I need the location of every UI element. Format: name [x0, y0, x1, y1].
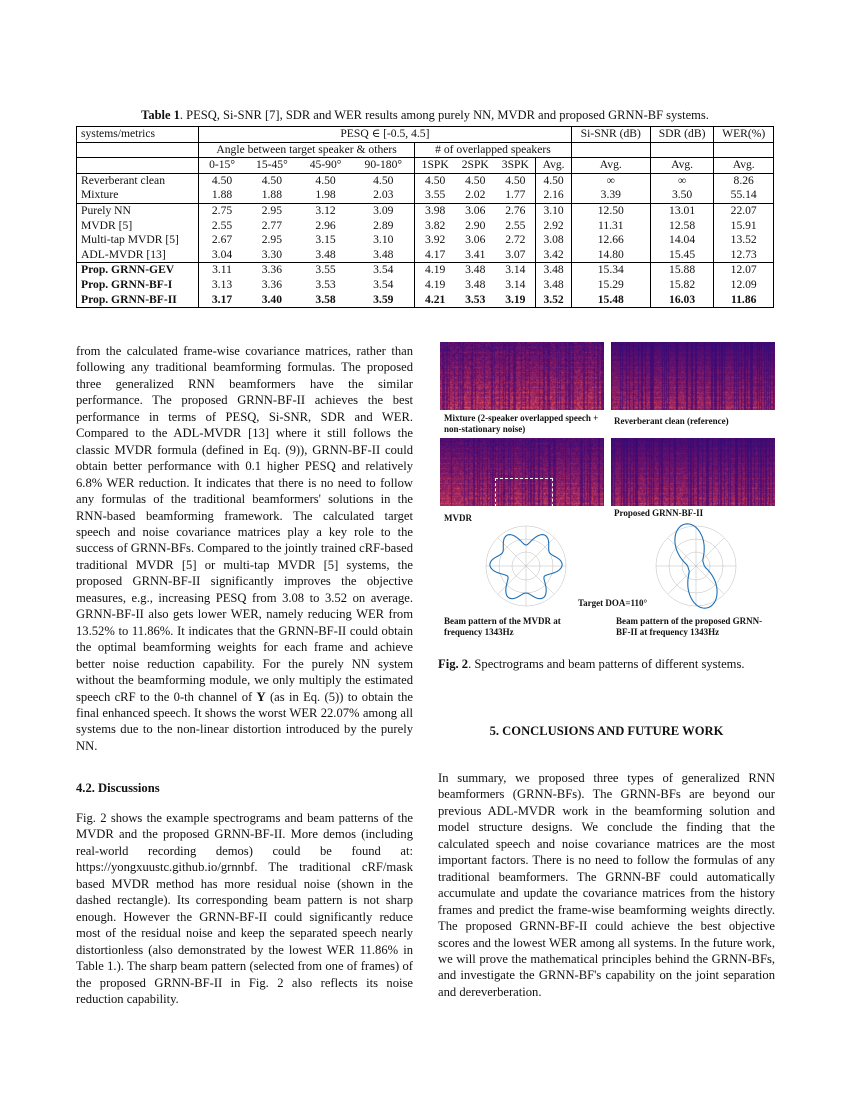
left-p1-text: from the calculated frame-wise covariance matrices, rather than following any traditional beamforming formulas. The proposed three generalized RNN beamformers have the similar performance. The proposed GRNN-BF-II achieves the best performance in terms of PESQ, Si-SNR, SDR and WER. Compared to the ADL-MVDR [13] where it still follows the classic MVDR formula (defined in Eq. (9)), GRNN-BF-II could obtain better performance with 0.1 higher PESQ and relatively 6.8% WER reduction. It indicates that there is no need to follow any formulas of the traditional beamformers' solutions in the RNN-based beamforming framework. The calculated target speech and noise covariance matrices play a key role to the success of GRNN-BFs. Compared to the jointly trained cRF-based traditional MVDR [5] or multi-tap MVDR [5] systems, the proposed GRNN-BF-II significantly improves the objective measures, e.g., increasing PESQ from 3.08 to 3.52 on average. GRNN-BF-II also gets lower WER, namely reducing WER from 13.52% to 11.86%. It indicates that the GRNN-BF-II could obtain the optimal beamforming weights for each frame and achieve better noise reduction capability. For the purely NN system without the beamforming module, we only multiply the estimated speech cRF to the 0-th channel of: [76, 344, 413, 704]
spectrogram-mixture: [440, 342, 604, 410]
table-cell: 11.31: [571, 219, 650, 234]
table-cell: 3.55: [299, 263, 353, 278]
table-cell: 3.48: [536, 278, 571, 293]
table-cell: 2.16: [536, 188, 571, 203]
table-cell: 22.07: [714, 203, 774, 218]
table-cell: 12.09: [730, 277, 757, 291]
table-cell: 3.19: [495, 293, 536, 308]
table-cell: 3.98: [415, 203, 456, 218]
subheader-row: [77, 158, 774, 174]
spectrogram-grnn: [611, 438, 775, 506]
table-cell: 3.48: [315, 247, 336, 261]
table-cell: 3.53: [315, 277, 336, 291]
table-cell: 4.50: [536, 173, 571, 188]
table-cell: 3.55: [425, 188, 446, 202]
sub-cell: Avg.: [714, 158, 774, 174]
table-cell: 3.17: [211, 292, 233, 306]
table-cell: 4.50: [465, 173, 486, 187]
row-label: Reverberant clean: [77, 173, 199, 188]
table-cell: 15.82: [650, 278, 714, 293]
row-label: Prop. GRNN-BF-II: [77, 293, 199, 308]
row-label: Prop. GRNN-BF-I: [77, 278, 199, 293]
table-row: [77, 278, 774, 293]
table-cell: 2.95: [261, 233, 283, 247]
label-reverberant: Reverberant clean (reference): [614, 416, 729, 426]
section-heading-conclusions: 5. CONCLUSIONS AND FUTURE WORK: [489, 724, 724, 738]
table-cell: 4.50: [211, 173, 233, 187]
table-cell: 3.11: [199, 263, 246, 278]
table-cell: 15.34: [571, 263, 650, 278]
header-angle: Angle between target speaker & others: [199, 142, 415, 158]
table-cell: 55.14: [730, 188, 757, 202]
table-cell: 3.54: [352, 263, 414, 278]
row-label: Mixture: [77, 188, 199, 203]
sub-cell: Avg.: [650, 158, 714, 174]
table-cell: 4.19: [415, 263, 456, 278]
spectrogram-reverberant: [611, 342, 775, 410]
table-cell: 13.01: [650, 203, 714, 218]
table-cell: 11.86: [730, 292, 757, 306]
table-cell: 2.02: [465, 188, 486, 202]
table-cell: 1.88: [211, 188, 233, 202]
table-cell: 3.39: [571, 188, 650, 203]
table-cell: 3.48: [352, 248, 414, 263]
header-systems: systems/metrics: [77, 127, 199, 143]
table-cell: 3.15: [315, 233, 336, 247]
table-cell: 3.92: [425, 233, 446, 247]
results-table: [76, 126, 774, 308]
header-pesq: PESQ ∈ [-0.5, 4.5]: [199, 127, 572, 143]
table-cell: 3.14: [495, 263, 536, 278]
table-cell: 2.03: [352, 188, 414, 203]
table-cell: 12.58: [650, 219, 714, 234]
table-cell: 3.58: [315, 292, 336, 306]
table-cell: 12.50: [571, 203, 650, 218]
header-sisnr: Si-SNR (dB): [571, 127, 650, 143]
sub-cell: 3SPK: [495, 158, 536, 174]
table-cell: 15.48: [571, 293, 650, 308]
table-caption-text: . PESQ, Si-SNR [7], SDR and WER results among purely NN, MVDR and proposed GRNN-BF systems.: [179, 108, 709, 122]
section-heading-discussions: 4.2. Discussions: [76, 781, 160, 795]
table-cell: 2.77: [261, 218, 283, 232]
table-cell: 2.89: [352, 219, 414, 234]
table-cell: 15.91: [730, 218, 757, 232]
sub-cell: 0-15°: [199, 158, 246, 174]
table-cell: 3.10: [536, 203, 571, 218]
table-cell: 8.26: [733, 173, 754, 187]
table-cell: 4.50: [425, 173, 446, 187]
table-cell: 3.36: [245, 263, 299, 278]
left-p1-bold: Y: [256, 689, 266, 704]
table-cell: 3.06: [455, 203, 495, 218]
label-mixture: Mixture (2-speaker overlapped speech + non-stationary noise): [444, 413, 599, 434]
table-cell: 4.50: [495, 173, 536, 188]
beam-pattern-mvdr: [478, 522, 574, 612]
table-cell: 2.76: [495, 203, 536, 218]
table-row: [77, 219, 774, 234]
header-wer: WER(%): [714, 127, 774, 143]
table-cell: 3.04: [211, 247, 233, 261]
table-cell: 3.12: [299, 203, 353, 218]
table-cell: 3.53: [465, 292, 486, 306]
figure-caption: [438, 657, 745, 672]
table-cell: 4.19: [425, 277, 446, 291]
table-cell: 2.95: [245, 203, 299, 218]
table-cell: 2.72: [495, 233, 536, 248]
table-cell: 12.07: [714, 263, 774, 278]
figure-caption-text: . Spectrograms and beam patterns of different systems.: [468, 657, 745, 671]
beam-pattern-grnn: [648, 520, 744, 612]
table-cell: 2.96: [315, 218, 336, 232]
label-target-doa: Target DOA=110°: [578, 598, 648, 608]
header-sdr: SDR (dB): [650, 127, 714, 143]
spectrogram-mvdr: [440, 438, 604, 506]
table-cell: 15.29: [571, 278, 650, 293]
table-row: [77, 263, 774, 278]
table-cell: 3.13: [211, 277, 233, 291]
table-cell: 3.48: [455, 263, 495, 278]
right-paragraph-1: [438, 770, 775, 1000]
table-row: [77, 248, 774, 263]
table-cell: 16.03: [650, 293, 714, 308]
table-cell: 3.09: [352, 203, 414, 218]
left-paragraph-2: [76, 810, 413, 1007]
table-cell: 2.55: [211, 218, 233, 232]
table-row: [77, 293, 774, 308]
table-cell: 3.36: [261, 277, 283, 291]
table-cell: 2.75: [199, 203, 246, 218]
table-cell: 3.59: [352, 293, 414, 308]
table-row: [77, 173, 774, 188]
row-label: ADL-MVDR [13]: [77, 248, 199, 263]
sub-cell: 1SPK: [415, 158, 456, 174]
figure-caption-label: Fig. 2: [438, 657, 469, 671]
table-cell: 3.42: [536, 248, 571, 263]
table-cell: 12.73: [730, 247, 757, 261]
sub-cell: 90-180°: [352, 158, 414, 174]
table-cell: 3.50: [650, 188, 714, 203]
table-caption: [76, 108, 774, 123]
table-cell: 12.66: [571, 233, 650, 248]
table-cell: 3.52: [536, 293, 571, 308]
table-cell: 3.30: [261, 247, 283, 261]
table-cell: 3.40: [261, 292, 283, 306]
table-cell: 14.80: [571, 248, 650, 263]
table-cell: 1.77: [495, 188, 536, 203]
table-cell: 2.67: [211, 233, 233, 247]
table-cell: 3.48: [536, 263, 571, 278]
table-row: [77, 188, 774, 203]
table-cell: 3.48: [465, 277, 486, 291]
sub-cell: Avg.: [536, 158, 571, 174]
row-label: Purely NN: [77, 203, 199, 218]
table-cell: 4.21: [425, 292, 446, 306]
table-cell: 3.41: [465, 247, 486, 261]
table-cell: 2.90: [465, 218, 486, 232]
sub-cell: Avg.: [571, 158, 650, 174]
table-cell: 15.45: [650, 248, 714, 263]
table-cell: 2.55: [495, 219, 536, 234]
table-cell: 15.88: [650, 263, 714, 278]
sub-cell: 15-45°: [245, 158, 299, 174]
table-cell: 3.82: [425, 218, 446, 232]
label-beam-grnn: Beam pattern of the proposed GRNN-BF-II at frequency 1343Hz: [616, 616, 763, 637]
table-cell: 1.98: [315, 188, 336, 202]
label-beam-mvdr: Beam pattern of the MVDR at frequency 1343Hz: [444, 616, 561, 637]
left-p2-text: Fig. 2 shows the example spectrograms and beam patterns of the MVDR and the proposed GRNN-BF-II. More demos (including real-world recording demos) could be found at: https://yongxuustc.github.io/grnnbf. The traditional cRF/mask based MVDR method has more residual noise (shown in the dashed rectangle). Its corresponding beam pattern is not sharp enough. However the GRNN-BF-II could significantly reduce most of the residual noise and keep the separated speech nearly distortionless (also demonstrated by the lowest WER 11.86% in Table 1.). The sharp beam pattern (selected from one of frames) of the proposed GRNN-BF-II in Fig. 2 also reflects its noise reduction capability.: [76, 811, 413, 1006]
table-cell: 13.52: [730, 233, 757, 247]
sub-cell: 45-90°: [299, 158, 353, 174]
table-cell: 3.08: [536, 233, 571, 248]
table-cell: 3.14: [495, 278, 536, 293]
table-cell: 3.06: [465, 233, 486, 247]
label-mvdr: MVDR: [444, 513, 472, 523]
table-cell: 4.17: [425, 247, 446, 261]
label-grnn: Proposed GRNN-BF-II: [614, 508, 704, 518]
header-overlap: # of overlapped speakers: [415, 142, 572, 158]
table-row: [77, 233, 774, 248]
table-cell: 14.04: [650, 233, 714, 248]
table-cell: 3.54: [352, 278, 414, 293]
table-cell: ∞: [650, 173, 714, 188]
dashed-rectangle: [495, 478, 553, 506]
sub-cell: 2SPK: [455, 158, 495, 174]
table-cell: 3.10: [352, 233, 414, 248]
table-caption-label: Table 1: [141, 108, 180, 122]
table-cell: 3.07: [495, 248, 536, 263]
table-cell: 1.88: [261, 188, 283, 202]
table-cell: 4.50: [261, 173, 283, 187]
left-p1-end: (as in Eq. (5)) to obtain the final enhanced speech. It shows the worst WER 22.07% among all systems due to the non-linear distortion introduced by the purely NN.: [76, 689, 413, 753]
row-label: MVDR [5]: [77, 219, 199, 234]
left-paragraph-1: [76, 343, 413, 754]
row-label: Multi-tap MVDR [5]: [77, 233, 199, 248]
right-p1-text: In summary, we proposed three types of generalized RNN beamformers (GRNN-BFs). The GRNN-BFs are beyond our previous ADL-MVDR work in the beamforming solution and model structure designs. We conclude the finding that the calculated speech and noise covariance matrices are the most important factors. There is no need to follow the formulas of any traditional beamformers. The GRNN-BF could automatically accumulate and update the covariance matrices from the history frames and predict the frame-wise beamforming weights directly. The proposed GRNN-BF-II could achieve the best objective scores and the lowest WER among all systems. In the future work, we will prove the mathematical principles behind the GRNN-BFs, and investigate the GRNN-BF's capability on the joint separation and dereverberation.: [438, 771, 775, 999]
table-cell: 4.50: [315, 173, 336, 187]
row-label: Prop. GRNN-GEV: [77, 263, 199, 278]
table-cell: 2.92: [536, 219, 571, 234]
table-cell: 4.50: [352, 173, 414, 188]
table-row: [77, 203, 774, 218]
table-cell: ∞: [571, 173, 650, 188]
